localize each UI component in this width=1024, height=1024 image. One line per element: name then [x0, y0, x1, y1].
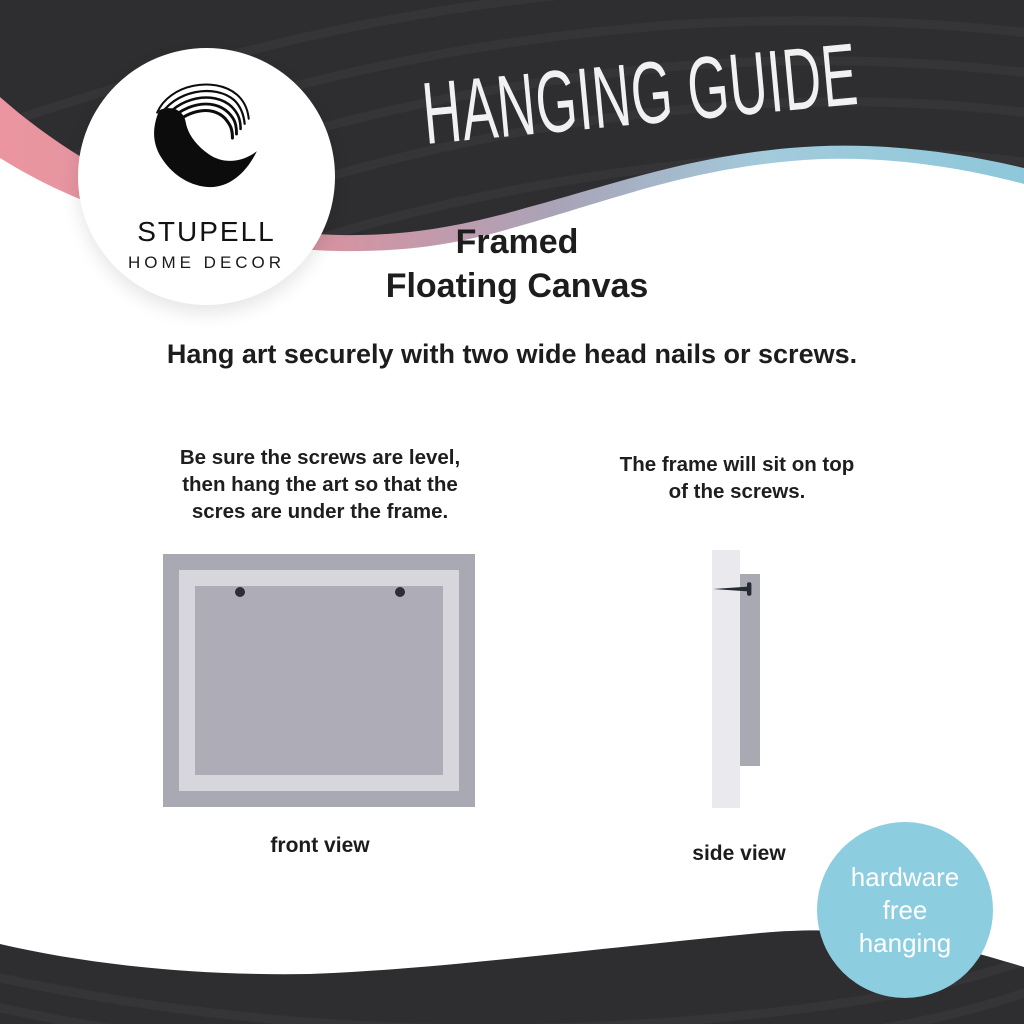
front-view-caption: front view: [270, 834, 370, 857]
side-view-frame-bar: [740, 574, 760, 766]
side-view-caption: side view: [692, 842, 786, 865]
page-title: HANGING GUIDE: [418, 24, 862, 163]
front-view-diagram: [163, 554, 475, 807]
side-note-line2: of the screws.: [668, 480, 806, 503]
badge-line3: hanging: [858, 927, 952, 958]
side-note-line1: The frame will sit on top: [619, 453, 855, 476]
screw-left: [235, 587, 245, 597]
badge-line1: hardware: [850, 861, 960, 892]
product-title-line1: Framed: [455, 223, 579, 261]
brand-name: STUPELL: [137, 216, 276, 247]
hardware-free-badge: [817, 822, 993, 998]
frame-mat: [179, 570, 459, 791]
front-view-note: [110, 444, 530, 525]
badge-line2: free: [882, 894, 928, 925]
product-title-line2: Floating Canvas: [385, 267, 649, 305]
screw-right: [395, 587, 405, 597]
brand-tagline: HOME DECOR: [127, 253, 286, 272]
front-note-line2: then hang the art so that the: [182, 473, 458, 496]
stupell-s-logo-icon: [151, 78, 263, 192]
instruction-text: Hang art securely with two wide head nails or screws.: [166, 339, 858, 369]
nail-icon: [712, 581, 756, 597]
front-note-line3: scres are under the frame.: [191, 500, 449, 523]
front-note-line1: Be sure the screws are level,: [179, 446, 461, 469]
frame-canvas: [195, 586, 443, 775]
product-title: [187, 220, 847, 308]
side-view-note: [527, 451, 947, 505]
